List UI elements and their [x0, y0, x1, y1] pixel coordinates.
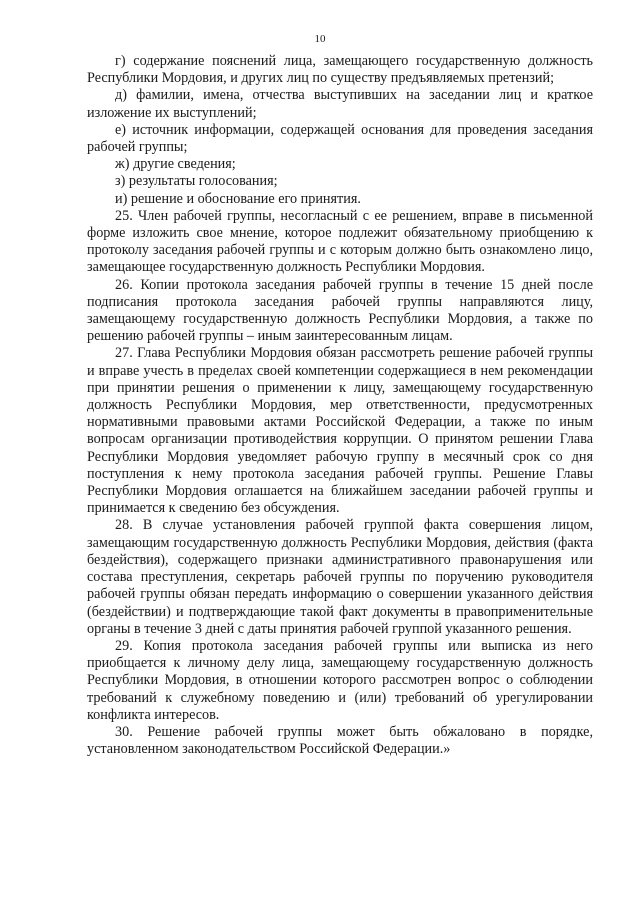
paragraph-28: 28. В случае установления рабочей группой факта совершения лицом, замещающим государственную должность Республики Мордовия, действия (факта бездействия), содержащего признаки административного правонарушения или состава преступления, секретарь рабочей группы по поручению руководителя рабочей группы обязан передать информацию о совершении указанного действия (бездействии) и подтверждающие такой факт документы в правоприменительные органы в течение 3 дней с даты принятия рабочей группой указанного решения.	[87, 517, 593, 637]
paragraph-item-z: з) результаты голосования;	[115, 173, 278, 190]
paragraph-item-i: и) решение и обоснование его принятия.	[115, 190, 361, 207]
paragraph-27: 27. Глава Республики Мордовия обязан рассмотреть решение рабочей группы и вправе учесть в пределах своей компетенции содержащиеся в нем рекомендации при принятии решения о применении к лицу, замещающему государственную должность Республики Мордовия, мер ответственности, предусмотренных нормативными правовыми актами Российской Федерации, а также по иным вопросам организации противодействия коррупции. О принятом решении Глава Республики Мордовия уведомляет рабочую группу в месячный срок со дня поступления к нему протокола заседания рабочей группы. Решение Главы Республики Мордовия оглашается на ближайшем заседании рабочей группы и принимается к сведению без обсуждения.	[87, 345, 593, 517]
document-body	[87, 53, 593, 758]
paragraph-26: 26. Копии протокола заседания рабочей группы в течение 15 дней после подписания протокола заседания рабочей группы направляются лицу, замещающему государственную должность Республики Мордовия, а также по решению рабочей группы – иным заинтересованным лицам.	[87, 276, 593, 345]
paragraph-25: 25. Член рабочей группы, несогласный с ее решением, вправе в письменной форме изложить свое мнение, которое подлежит обязательному приобщению к протоколу заседания рабочей группы и с которым должно быть ознакомлено лицо, замещающее государственную должность Республики Мордовия.	[87, 207, 593, 276]
paragraph-30: 30. Решение рабочей группы может быть обжаловано в порядке, установленном законодательством Российской Федерации.»	[87, 723, 593, 758]
paragraph-29: 29. Копия протокола заседания рабочей группы или выписка из него приобщается к личному делу лица, замещающему государственную должность Республики Мордовия, в отношении которого рассмотрен вопрос о соблюдении требований к служебному поведению и (или) требований об урегулировании конфликта интересов.	[87, 637, 593, 723]
page-number: 10	[314, 33, 326, 45]
paragraph-item-g: г) содержание пояснений лица, замещающего государственную должность Республики Мордовия, и других лиц по существу предъявляемых претензий;	[87, 53, 593, 87]
paragraph-item-zh: ж) другие сведения;	[115, 156, 236, 173]
paragraph-item-d: д) фамилии, имена, отчества выступивших на заседании лиц и краткое изложение их выступлений;	[87, 87, 593, 121]
paragraph-item-e: е) источник информации, содержащей основания для проведения заседания рабочей группы;	[87, 121, 593, 156]
